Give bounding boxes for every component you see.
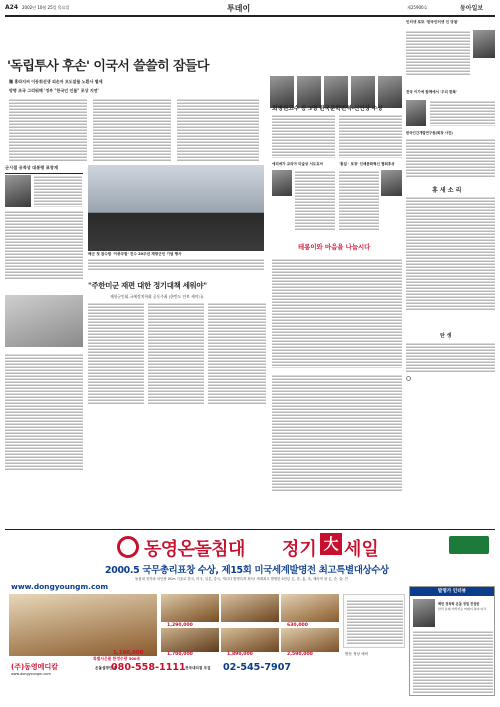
ad-phone-label-1: 온돌설명안내 [95, 666, 116, 670]
header-date: 2002년 10월 25일 목요일 [22, 5, 70, 10]
article-c-title: 테롱이와 마음을 나눕시다 [298, 243, 371, 251]
ad-interview-text [413, 630, 493, 694]
right-text-1 [406, 30, 470, 75]
ad-award-line: 2000.5 국무총리표창 수상, 제15회 미국세계발명전 최고특별대상수상 [105, 565, 389, 576]
ad-interview-sub: 안식 유대 가리키는 어데이 하야 다크 [438, 607, 487, 611]
ad-price-3: 630,000 [287, 623, 308, 628]
right-text-4 [406, 196, 495, 311]
ad-product-5 [221, 628, 279, 652]
left-text-2 [5, 210, 83, 280]
lead-subhead-1: 獨 홍라지씨 이동휘선생 외손자 모도알물 노환사 별세 [9, 79, 103, 84]
ad-price-1: 1,190,000 [113, 650, 144, 656]
submarine-photo [88, 165, 264, 251]
page-number: A24 [5, 4, 18, 11]
advertisement [5, 529, 495, 702]
ad-phone-1[interactable]: 080-558-1111 [111, 662, 186, 673]
article-a-body-1 [88, 302, 144, 405]
section-title: 투데이 [227, 3, 251, 13]
article-b-sub-left: 에리에가 교리아 미술상 서도호씨 [272, 162, 323, 166]
ad-company: (주)동영메디칼 [11, 663, 58, 671]
lead-subhead-2: 망명 조국 그리워해 '정부 "한국인 인물" 포상 지연' [9, 88, 99, 93]
article-c [270, 236, 405, 526]
ad-interview-head: 백만 정착학 온돌 정밀 전설한 [438, 602, 480, 606]
ad-company-url[interactable]: www.dongyoungm.com [11, 672, 51, 676]
right-quote: 전국 이가에 함께에서 '우리 한복' [406, 90, 457, 94]
caption-text [88, 258, 264, 270]
left-text-1 [34, 175, 82, 207]
lead-headline: '독립투사 후손' 이국서 쓸쓸히 잠들다 [7, 59, 209, 74]
article-b-body-4 [339, 170, 379, 230]
right-portrait-1 [473, 30, 495, 58]
left-column-title: 군시절 공적상 대통령 표창계 [5, 165, 83, 174]
left-text-3 [5, 353, 83, 471]
ad-phone-2[interactable]: 02-545-7907 [223, 662, 292, 673]
portrait-b7 [381, 170, 402, 196]
right-column-title: 휴 새 소 리 [432, 187, 462, 194]
article-b-body-3 [295, 170, 335, 230]
article-b-title: 회병원고수 등 3명 한국문학번역-신인상 수상 [272, 106, 383, 112]
article-b-sub-right: '통일 · 포장' 인쇄문화혁신 협회후상 [339, 162, 395, 166]
ad-url[interactable]: www.dongyoungm.com [11, 582, 109, 591]
lead-body-col2 [93, 98, 171, 162]
ad-product-2 [221, 594, 279, 622]
header-rule [5, 15, 495, 17]
article-a-body-2 [148, 302, 204, 405]
ad-product-4 [161, 628, 219, 652]
right-bottom-title: 탄 생 [440, 333, 452, 339]
ad-price-6: 2,590,000 [287, 652, 313, 657]
lead-body-col3 [177, 98, 259, 162]
submarine-caption: 해군 첫 잠수함 '이종무함' 진수 20주년 재향군인 기념 행사 [88, 252, 182, 256]
ad-side-badge [449, 536, 489, 554]
ad-gift-label: 특별사은품 한정수량 300조 [93, 656, 141, 661]
portrait-b6 [272, 170, 292, 196]
ad-interview-title: 발명가 인터뷰 [410, 587, 494, 596]
ad-product-6 [281, 628, 339, 652]
article-a-title: "주한미군 재편 대한 정기대책 세워야" [88, 281, 207, 290]
portrait-photo [5, 175, 31, 207]
header [5, 3, 495, 15]
article-a-body-3 [208, 302, 266, 405]
right-text-5 [406, 342, 495, 372]
ad-sale-label-2: 세일 [344, 539, 379, 560]
brand-logo: 동아일보 [460, 5, 484, 12]
right-contact-icon [406, 376, 411, 381]
right-text-3 [406, 138, 495, 178]
ad-price-4: 1,700,000 [167, 652, 193, 657]
right-who: 한국인간개발연구원(회장 사진) [406, 131, 453, 135]
paper-number: 제25900호 [407, 5, 428, 10]
ad-side-panel [343, 594, 405, 648]
ad-side-text [347, 599, 403, 645]
ad-rate-label: 방문 정상 예비 [345, 652, 369, 656]
ad-brand: 동영온돌침대 [144, 539, 245, 560]
lead-body-col1 [9, 98, 87, 162]
article-a [88, 274, 266, 524]
ad-product-1 [161, 594, 219, 622]
ad-logo-icon [117, 536, 139, 558]
article-a-sub: 재향군인회-국제정치학회 공동주최 (한반도 안보 세미나) [110, 294, 204, 299]
ad-sale-label: 정기 [282, 539, 317, 560]
ad-price-2: 1,290,000 [167, 623, 193, 628]
ad-product-photo [9, 594, 157, 656]
ad-description: 돌침대 전자파 차단장 0Cm 기술로 한국, 미국, 일본, 중국, 캐나다 발명특허 획득! 세계최초 발명한 5천년 온, 휴, 홍, 옥, 세라믹 참 온, 순, 출, 전 [135, 577, 348, 581]
ad-interview-photo [413, 599, 435, 627]
ad-price-5: 1,890,000 [227, 652, 253, 657]
article-c-list [272, 258, 402, 368]
article-b-body-1 [272, 114, 335, 158]
right-text-2 [430, 100, 495, 126]
ad-product-3 [281, 594, 339, 622]
right-portrait-2 [406, 100, 426, 126]
article-b-body-2 [339, 114, 402, 158]
ad-big-badge: 大 [320, 533, 342, 555]
right-column [406, 20, 495, 525]
right-topbox-title: 인터넷 로또 '한국인터넷 인 당첨' [406, 20, 459, 24]
ad-interview [409, 586, 495, 696]
article-c-list-2 [272, 374, 402, 492]
left-column [5, 165, 83, 525]
left-photo-2 [5, 295, 83, 347]
ad-phone-label-2: 전국대리점 모집 [185, 666, 211, 670]
